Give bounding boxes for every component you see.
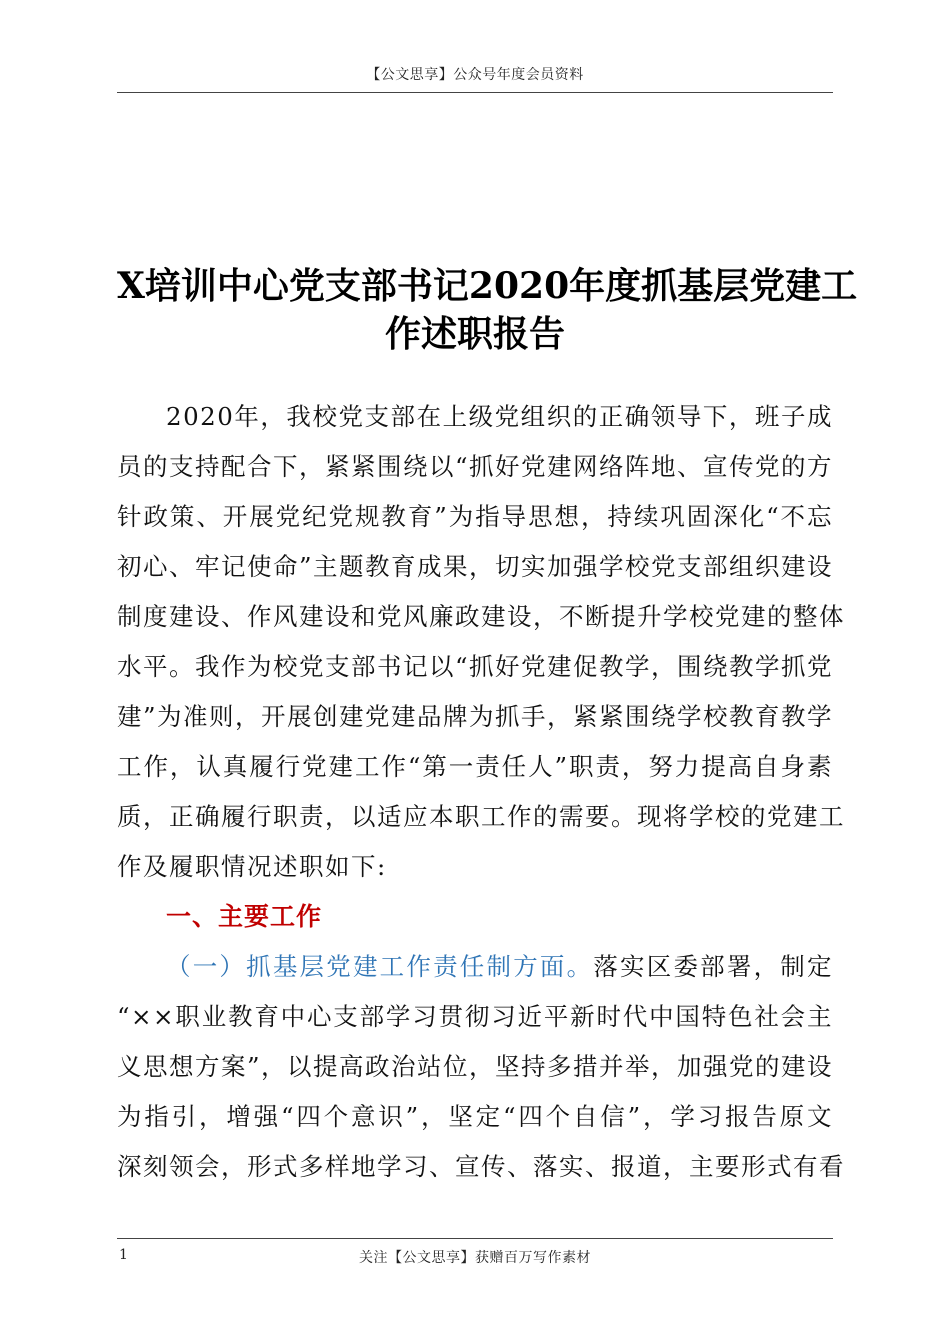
intro-line: 员的支持配合下，紧紧围绕以“抓好党建网络阵地、宣传党的方 xyxy=(117,452,834,481)
intro-line: 作及履职情况述职如下: xyxy=(117,852,387,881)
page-number: 1 xyxy=(119,1247,128,1263)
subsection-first-line-text: 落实区委部署，制定 xyxy=(593,952,834,981)
subsection-paragraph xyxy=(117,942,845,1192)
intro-line: 2020年，我校党支部在上级党组织的正确领导下，班子成 xyxy=(166,402,833,431)
page-footer: 关注【公文思享】获赠百万写作素材 xyxy=(359,1250,591,1266)
footer-divider xyxy=(117,1238,833,1239)
subsection-line: 为指引，增强“四个意识”，坚定“四个自信”，学习报告原文 xyxy=(117,1102,833,1131)
intro-line: 工作，认真履行党建工作“第一责任人”职责，努力提高自身素 xyxy=(117,752,833,781)
subsection-line: 义思想方案”，以提高政治站位，坚持多措并举，加强党的建设 xyxy=(117,1052,834,1081)
section-heading-main-work: 一、主要工作 xyxy=(166,902,323,931)
intro-line: 水平。我作为校党支部书记以“抓好党建促教学，围绕教学抓党 xyxy=(117,652,834,681)
subsection-first-line xyxy=(117,942,833,992)
intro-line: 建”为准则，开展创建党建品牌为抓手，紧紧围绕学校教育教学 xyxy=(117,702,834,731)
document-body xyxy=(117,392,845,1192)
header-divider xyxy=(117,92,833,93)
intro-line: 初心、牢记使命”主题教育成果，切实加强学校党支部组织建设 xyxy=(117,552,834,581)
subsection-line: 深刻领会，形式多样地学习、宣传、落实、报道，主要形式有看 xyxy=(117,1152,845,1181)
page-header: 【公文思享】公众号年度会员资料 xyxy=(366,67,584,83)
intro-line: 制度建设、作风建设和党风廉政建设，不断提升学校党建的整体 xyxy=(117,602,845,631)
title-line-1: X培训中心党支部书记2020年度抓基层党建工 xyxy=(117,265,858,307)
intro-line: 质，正确履行职责，以适应本职工作的需要。现将学校的党建工 xyxy=(117,802,845,831)
title-line-2: 作述职报告 xyxy=(384,313,565,355)
document-title xyxy=(117,262,858,358)
subsection-line: “××职业教育中心支部学习贯彻习近平新时代中国特色社会主 xyxy=(117,1002,833,1031)
intro-line: 针政策、开展党纪党规教育”为指导思想，持续巩固深化“不忘 xyxy=(117,502,833,531)
intro-paragraph xyxy=(117,392,845,892)
subsection-heading: （一）抓基层党建工作责任制方面。 xyxy=(166,952,594,981)
